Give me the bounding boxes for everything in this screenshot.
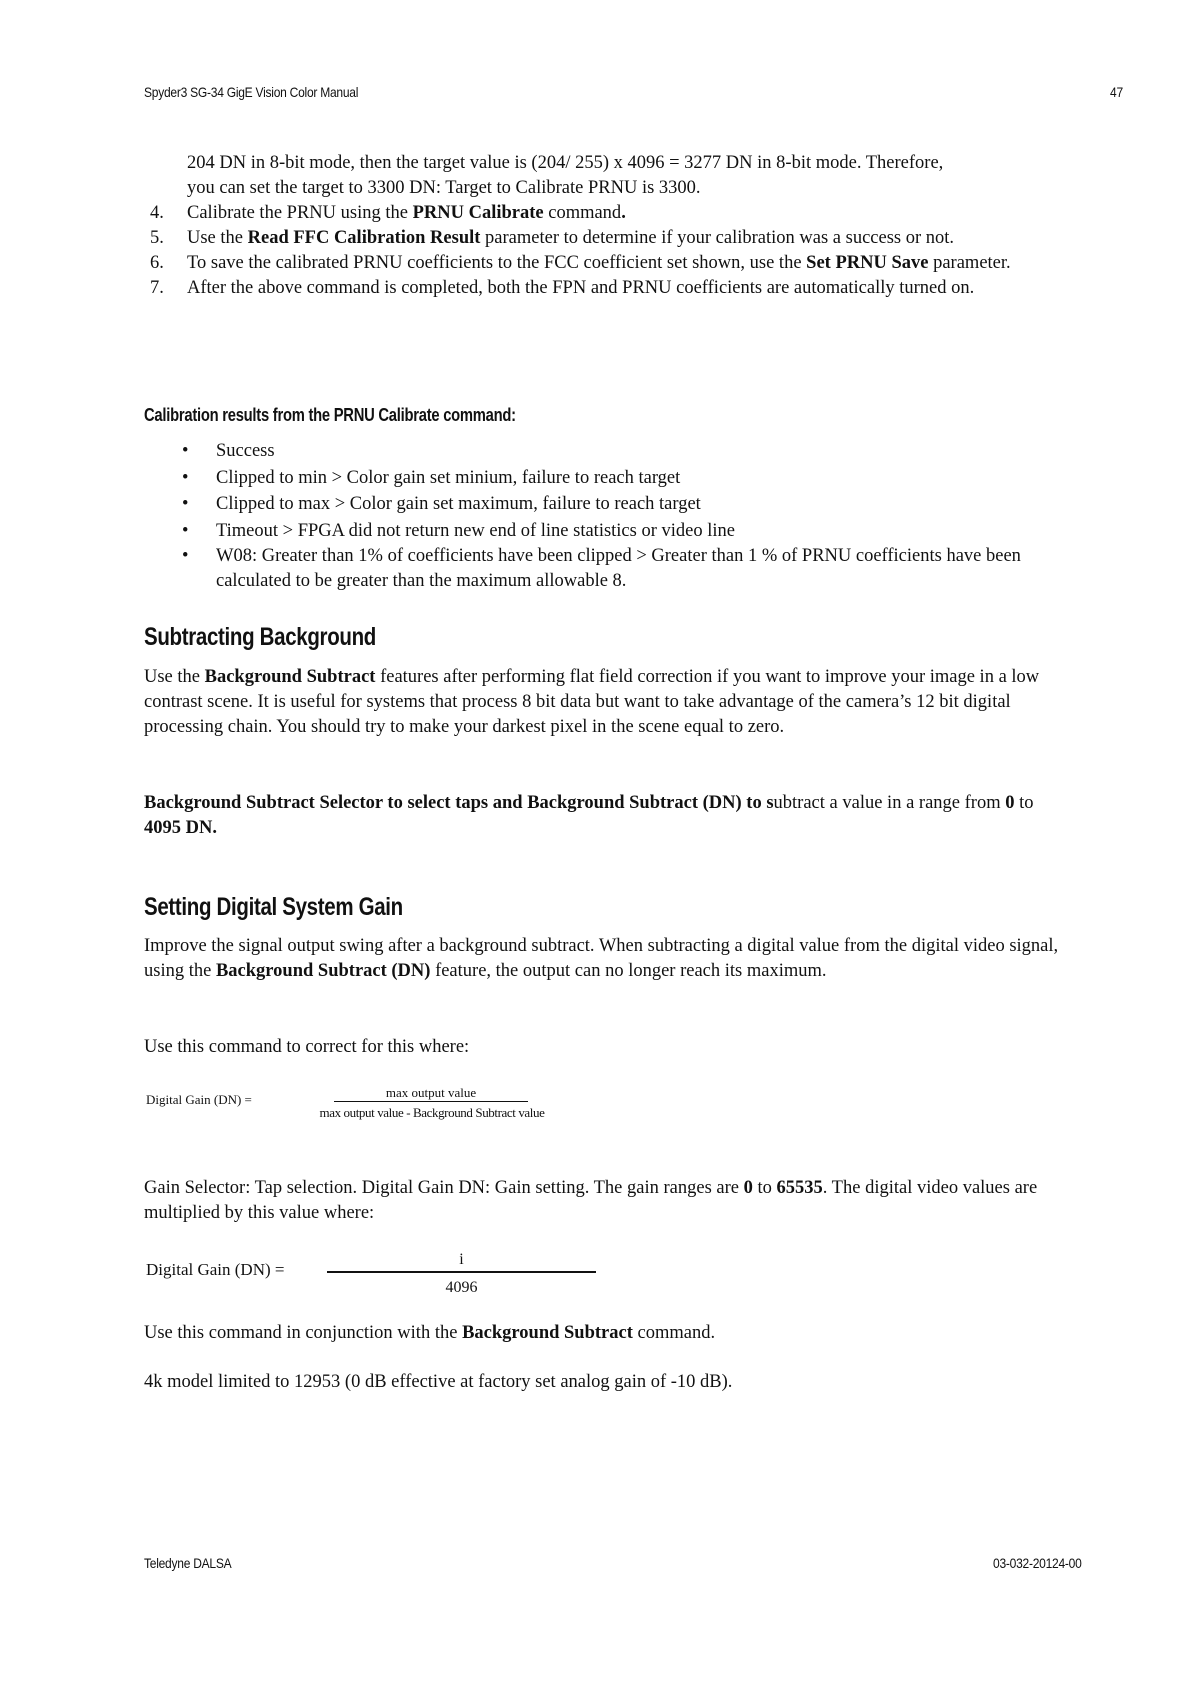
digital-gain-heading: Setting Digital System Gain bbox=[144, 893, 403, 921]
footer-company: Teledyne DALSA bbox=[144, 1555, 232, 1571]
formula-2-numerator: i bbox=[327, 1249, 596, 1273]
gain-paragraph-1: Improve the signal output swing after a background subtract. When subtracting a digital value from the digital video signal, using the Background Subtract (DN) feature, the output can no longer reach its maximum. bbox=[144, 936, 1059, 981]
gain-paragraph-2: Use this command to correct for this where: bbox=[144, 1037, 470, 1057]
list-item: 6. To save the calibrated PRNU coefficients to the FCC coefficient set shown, use the Set PRNU Save parameter. bbox=[144, 251, 1084, 276]
step-number: 5. bbox=[150, 228, 164, 248]
subtracting-paragraph-2: Background Subtract Selector to select taps and Background Subtract (DN) to subtract a value in a range from 0 to 4095 DN. bbox=[144, 793, 1034, 838]
calibration-results-list bbox=[144, 438, 1084, 594]
page-number: 47 bbox=[1110, 84, 1123, 100]
bullet-icon: • bbox=[182, 520, 189, 541]
list-item: • Clipped to min > Color gain set minium, failure to reach target bbox=[144, 465, 1084, 492]
bullet-icon: • bbox=[182, 546, 189, 566]
gain-paragraph-4: Use this command in conjunction with the Background Subtract command. bbox=[144, 1323, 716, 1343]
list-item: • Timeout > FPGA did not return new end of line statistics or video line bbox=[144, 518, 1084, 545]
gain-paragraph-3: Gain Selector: Tap selection. Digital Gain DN: Gain setting. The gain ranges are 0 to 65535. The digital video values are multiplied by this value where: bbox=[144, 1178, 1038, 1223]
formula-1-denominator: max output value - Background Subtract value bbox=[319, 1105, 545, 1120]
intro-line-2: you can set the target to 3300 DN: Target to Calibrate PRNU is 3300. bbox=[187, 178, 701, 198]
footer-doc-number: 03-032-20124-00 bbox=[993, 1555, 1082, 1571]
list-item: 5. Use the Read FFC Calibration Result parameter to determine if your calibration was a success or not. bbox=[144, 226, 1084, 251]
formula-2-label: Digital Gain (DN) = bbox=[146, 1260, 285, 1279]
formula-1-label: Digital Gain (DN) = bbox=[146, 1092, 252, 1107]
step-number: 7. bbox=[150, 278, 164, 298]
list-item: 4. Calibrate the PRNU using the PRNU Calibrate command. bbox=[144, 201, 1084, 226]
intro-line-1: 204 DN in 8-bit mode, then the target value is (204/ 255) x 4096 = 3277 DN in 8-bit mode. Therefore, bbox=[187, 153, 944, 173]
intro-continuation bbox=[187, 151, 1087, 201]
formula-2-denominator: 4096 bbox=[445, 1279, 478, 1296]
bullet-icon: • bbox=[182, 494, 189, 514]
list-item: • W08: Greater than 1% of coefficients have been clipped > Greater than 1 % of PRNU coefficients have been calculated to be greater than the maximum allowable 8. bbox=[182, 546, 1021, 591]
subtracting-background-heading: Subtracting Background bbox=[144, 623, 376, 651]
subtracting-paragraph-1: Use the Background Subtract features after performing flat field correction if you want to improve your image in a low contrast scene. It is useful for systems that process 8 bit data but want to take advantage of the camera’s 12 bit digital processing chain. You should try to make your darkest pixel in the scene equal to zero. bbox=[144, 667, 1040, 737]
steps-list bbox=[144, 201, 1084, 301]
bullet-icon: • bbox=[182, 467, 189, 488]
step-number: 4. bbox=[150, 203, 164, 223]
list-item: • Success bbox=[144, 438, 1084, 465]
gain-paragraph-5: 4k model limited to 12953 (0 dB effective at factory set analog gain of -10 dB). bbox=[144, 1372, 733, 1392]
formula-1-numerator: max output value bbox=[334, 1085, 528, 1102]
step-number: 6. bbox=[150, 253, 164, 273]
list-item: • Clipped to max > Color gain set maximum, failure to reach target bbox=[144, 491, 1084, 518]
calibration-results-heading: Calibration results from the PRNU Calibrate command: bbox=[144, 405, 516, 425]
list-item: 7. After the above command is completed, both the FPN and PRNU coefficients are automatically turned on. bbox=[144, 276, 1084, 301]
header-title: Spyder3 SG-34 GigE Vision Color Manual bbox=[144, 84, 359, 100]
bullet-icon: • bbox=[182, 441, 189, 461]
